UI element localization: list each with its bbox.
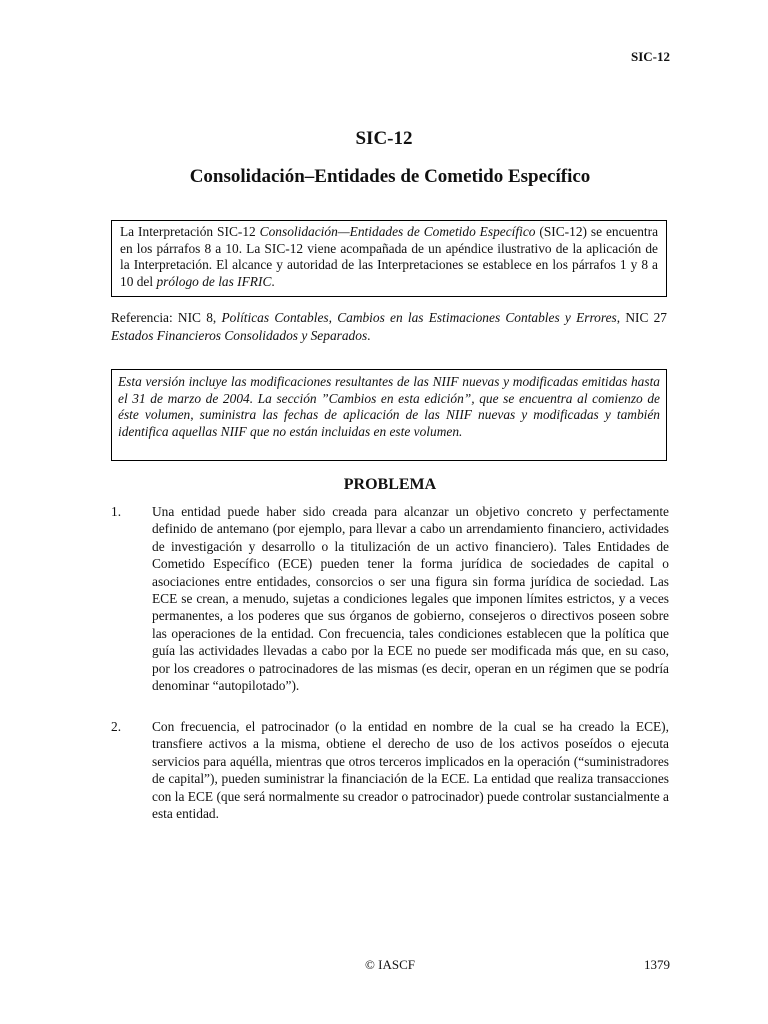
intro-text-1: La Interpretación SIC-12 — [120, 224, 260, 239]
paragraph-text: Una entidad puede haber sido creada para alcanzar un objetivo concreto y perfectamente definido de antemano (por ejemplo, para llevar a cabo un arrendamiento financiero, actividades de investigación y desarrollo o la titulización de un activo financiero). Tales Entidades de Cometido Específico (ECE) pueden tener la forma jurídica de sociedades de capital o asociaciones entre entidades, consorcios o ser una figura sin forma jurídica de sociedad. Las ECE se crean, a menudo, sujetas a condiciones legales que imponen límites estrictos, y a veces permanentes, a los poderes que sus órganos de gobierno, consejeros o directivos poseen sobre las operaciones de la entidad. Con frecuencia, tales condiciones establecen que la política que guía las actividades llevadas a cabo por la ECE no puede ser modificada más que, en su caso, por los creadores o patrocinadores de las mismas (es decir, operan en un régimen que se podría denominar “autopilotado”). — [152, 504, 669, 694]
footer-copyright: © IASCF — [365, 957, 415, 972]
document-title: SIC-12 — [355, 128, 413, 149]
reference-paragraph — [111, 309, 667, 344]
paragraph-number: 1. — [111, 504, 122, 519]
section-heading: PROBLEMA — [343, 476, 437, 493]
reference-text-1: Referencia: NIC 8, — [111, 310, 222, 325]
intro-text-4: prólogo de las IFRIC — [156, 273, 272, 289]
intro-text-2: Consolidación—Entidades de Cometido Específico — [259, 224, 536, 239]
reference-text-5: . — [367, 327, 371, 343]
footer-page-number: 1379 — [644, 957, 670, 972]
paragraph-2 — [111, 718, 669, 822]
header-document-code: SIC-12 — [630, 49, 670, 64]
document-subtitle: Consolidación–Entidades de Cometido Específico — [189, 166, 591, 187]
reference-text-3: , NIC 27 — [616, 310, 667, 325]
paragraph-text: Con frecuencia, el patrocinador (o la entidad en nombre de la cual se ha creado la ECE), transfiere activos a la misma, obtiene el derecho de uso de los activos poseídos o ejecuta servicios para aquélla, mientras que otros terceros implicados en la operación (“suministradores de capital”), pueden suministrar la financiación de la ECE. La entidad que realiza transacciones con la ECE (que será normalmente su creador o patrocinador) puede controlar sustancialmente a esta entidad. — [152, 719, 669, 822]
paragraph-number: 2. — [111, 719, 122, 734]
paragraph-1 — [111, 503, 669, 694]
intro-text-5: . — [271, 273, 275, 289]
reference-text-2: Políticas Contables, Cambios en las Estimaciones Contables y Errores — [221, 310, 617, 325]
intro-text-3: (SIC-12) se encuentra en los párrafos 8 a 10. La SIC-12 viene acompañada de un apéndice ilustrativo de la aplicación de la Interpretación. El alcance y autoridad de las Interpretaciones se establece en los párrafos 1 y 8 a 10 del — [120, 224, 659, 289]
version-notice-box: Esta versión incluye las modificaciones resultantes de las NIIF nuevas y modificadas emitidas hasta el 31 de marzo de 2004. La sección ”Cambios en esta edición”, que se encuentra al comienzo de éste volumen, suministra las fechas de aplicación de las NIIF nuevas y modificadas y también identifica aquellas NIIF que no están incluidas en este volumen. — [111, 369, 667, 461]
intro-box — [111, 220, 667, 297]
reference-text-4: Estados Financieros Consolidados y Separados — [111, 327, 368, 343]
